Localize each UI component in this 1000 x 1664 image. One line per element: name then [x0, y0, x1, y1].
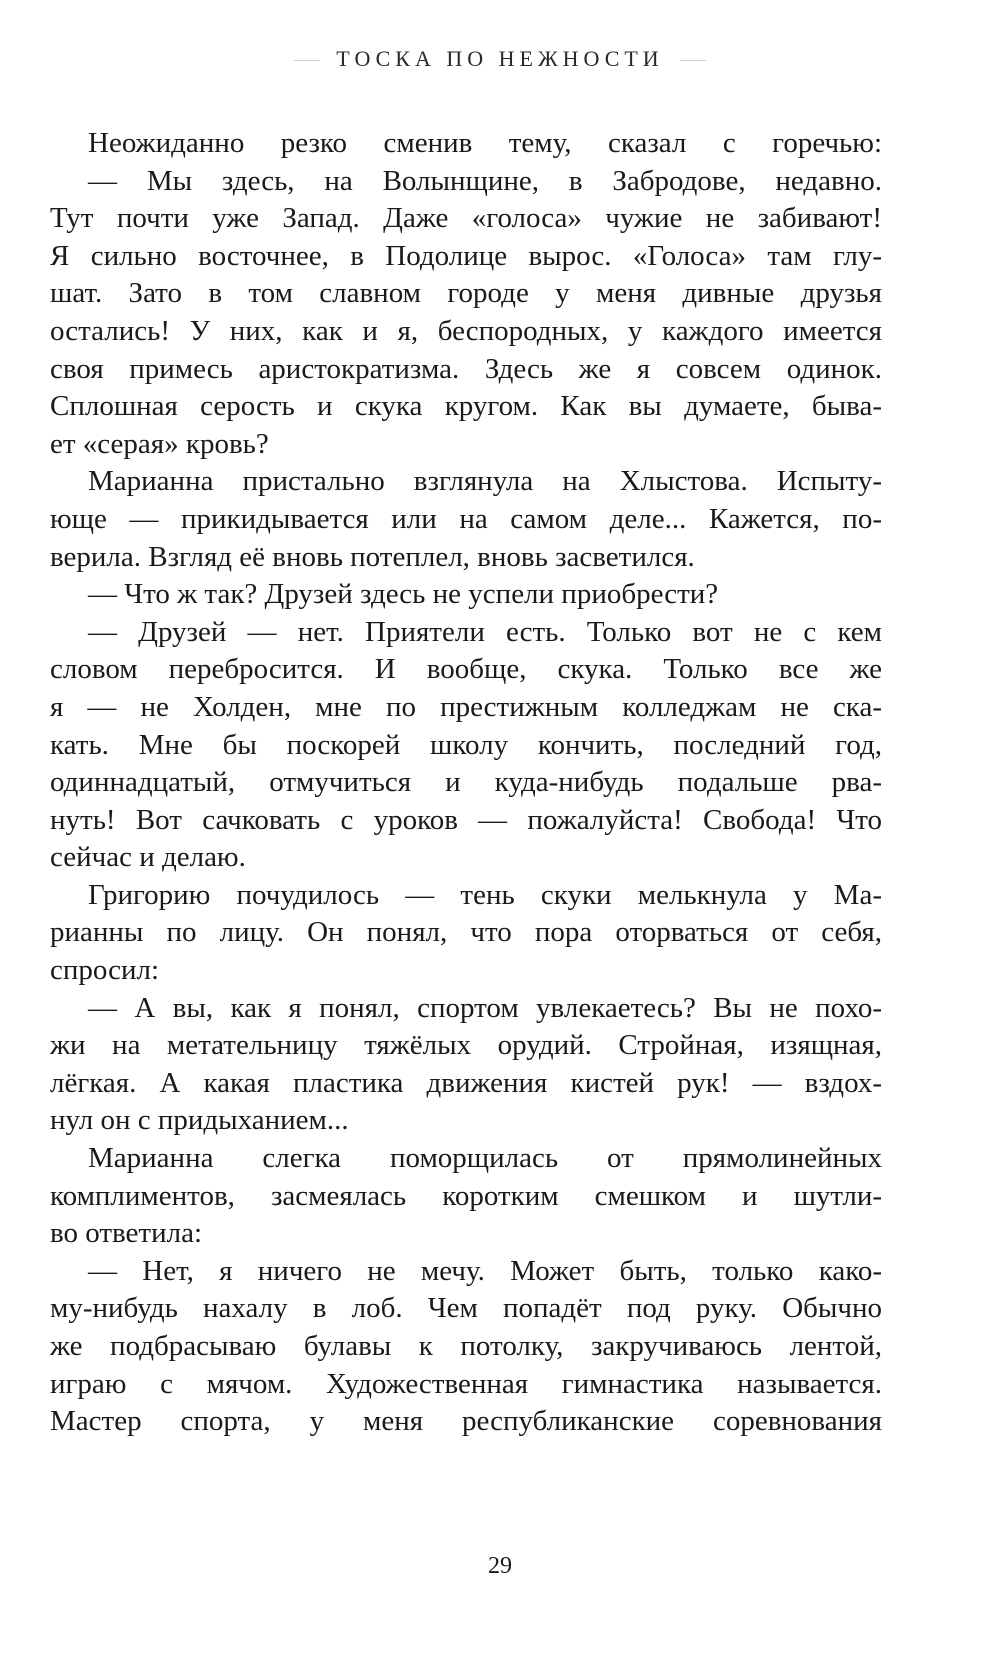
text-line: словом перебросится. И вообще, скука. Только все же: [50, 653, 882, 686]
running-head-rule-right: [680, 60, 706, 61]
text-line: сейчас и делаю.: [50, 841, 246, 874]
text-line: же подбрасываю булавы к потолку, закручиваюсь лентой,: [50, 1330, 882, 1362]
running-head: [0, 46, 1000, 72]
text-line: — Друзей — нет. Приятели есть. Только вот не с кем: [88, 615, 882, 648]
text-line: жи на метательницу тяжёлых орудий. Стройная, изящная,: [50, 1029, 882, 1062]
text-line: — Что ж так? Друзей здесь не успели приобрести?: [88, 578, 719, 611]
text-line: юще — прикидывается или на самом деле... Кажется, по-: [50, 502, 882, 535]
running-head-rule-left: [294, 60, 320, 61]
text-line: одиннадцатый, отмучиться и куда-нибудь подальше рва-: [50, 766, 882, 799]
text-line: Григорию почудилось — тень скуки мелькнула у Ма-: [88, 878, 882, 911]
text-line: играю с мячом. Художественная гимнастика называется.: [50, 1367, 882, 1400]
text-line: Сплошная серость и скука кругом. Как вы думаете, быва-: [50, 390, 882, 423]
text-line: лёгкая. А какая пластика движения кистей рук! — вздох-: [50, 1066, 882, 1099]
text-line: Мастер спорта, у меня республиканские соревнования: [50, 1405, 882, 1438]
running-title: ТОСКА ПО НЕЖНОСТИ: [336, 46, 664, 71]
text-line: Неожиданно резко сменив тему, сказал с горечью:: [88, 127, 882, 159]
text-line: своя примесь аристократизма. Здесь же я совсем одинок.: [50, 352, 882, 385]
text-line: Марианна слегка поморщилась от прямолинейных: [88, 1142, 882, 1175]
text-line: спросил:: [50, 954, 160, 987]
text-line: му-нибудь нахалу в лоб. Чем попадёт под руку. Обычно: [50, 1292, 882, 1325]
text-line: рианны по лицу. Он понял, что пора оторваться от себя,: [50, 916, 882, 949]
text-line: нул он с придыханием...: [50, 1104, 349, 1137]
text-line: во ответила:: [50, 1217, 203, 1250]
text-line: — А вы, как я понял, спортом увлекаетесь? Вы не похо-: [88, 991, 882, 1024]
text-line: верила. Взгляд её вновь потеплел, вновь засветился.: [50, 540, 695, 573]
text-line: шат. Зато в том славном городе у меня дивные друзья: [50, 277, 882, 310]
text-line: — Мы здесь, на Волынщине, в Забродове, недавно.: [88, 164, 882, 197]
text-line: комплиментов, засмеялась коротким смешком и шутли-: [50, 1179, 882, 1212]
text-line: я — не Холден, мне по престижным колледжам не ска-: [50, 690, 882, 723]
text-line: — Нет, я ничего не мечу. Может быть, только како-: [88, 1254, 882, 1287]
text-line: кать. Мне бы поскорей школу кончить, последний год,: [50, 728, 882, 761]
text-line: нуть! Вот сачковать с уроков — пожалуйста! Свобода! Что: [50, 803, 882, 836]
body-text: [50, 125, 882, 1441]
text-line: Марианна пристально взглянула на Хлыстова. Испыту-: [88, 465, 882, 498]
text-line: ет «серая» кровь?: [50, 427, 269, 460]
text-line: остались! У них, как и я, беспородных, у каждого имеется: [50, 314, 882, 347]
text-line: Тут почти уже Запад. Даже «голоса» чужие не забивают!: [50, 202, 882, 235]
text-line: Я сильно восточнее, в Подолице вырос. «Голоса» там глу-: [50, 239, 882, 272]
page-number: 29: [488, 1553, 512, 1579]
